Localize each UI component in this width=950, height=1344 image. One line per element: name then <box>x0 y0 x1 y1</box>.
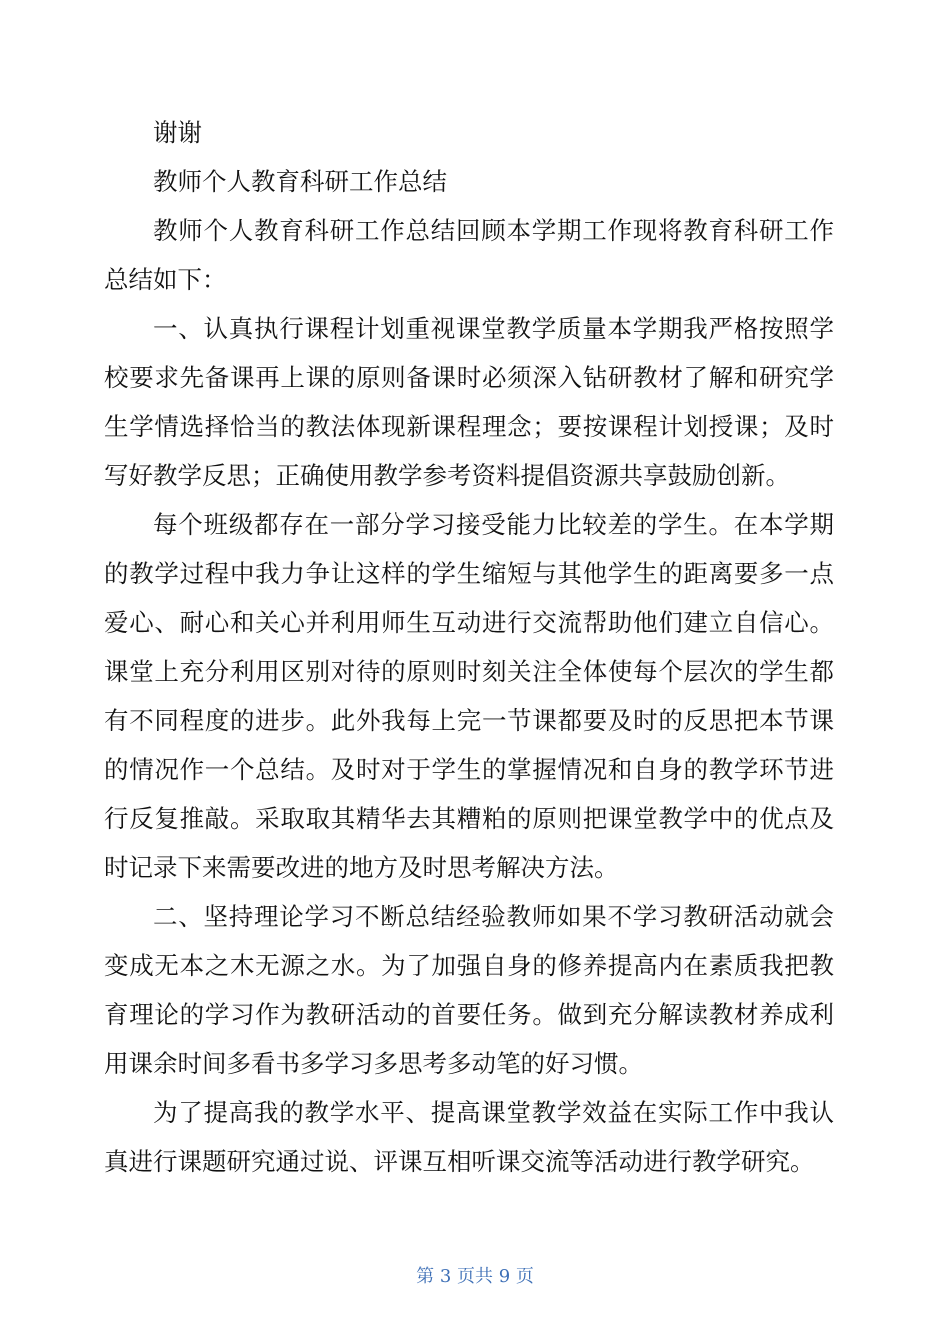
document-body <box>104 108 834 1186</box>
document-title: 教师个人教育科研工作总结 <box>153 167 447 196</box>
paragraph-intro: 教师个人教育科研工作总结回顾本学期工作现将教育科研工作总结如下： <box>104 216 834 294</box>
paragraph-research: 为了提高我的教学水平、提高课堂教学效益在实际工作中我认真进行课题研究通过说、评课互相听课交流等活动进行教学研究。 <box>104 1098 834 1176</box>
closing-thanks: 谢谢 <box>153 118 202 147</box>
paragraph-section-2: 二、坚持理论学习不断总结经验教师如果不学习教研活动就会变成无本之木无源之水。为了加强自身的修养提高内在素质我把教育理论的学习作为教研活动的首要任务。做到充分解读教材养成利用课余时间多看书多学习多思考多动笔的好习惯。 <box>104 902 834 1078</box>
paragraph-section-1: 一、认真执行课程计划重视课堂教学质量本学期我严格按照学校要求先备课再上课的原则备课时必须深入钻研教材了解和研究学生学情选择恰当的教法体现新课程理念；要按课程计划授课；及时写好教学反思；正确使用教学参考资料提倡资源共享鼓励创新。 <box>104 314 834 490</box>
paragraph-students: 每个班级都存在一部分学习接受能力比较差的学生。在本学期的教学过程中我力争让这样的学生缩短与其他学生的距离要多一点爱心、耐心和关心并利用师生互动进行交流帮助他们建立自信心。课堂上充分利用区别对待的原则时刻关注全体使每个层次的学生都有不同程度的进步。此外我每上完一节课都要及时的反思把本节课的情况作一个总结。及时对于学生的掌握情况和自身的教学环节进行反复推敲。采取取其精华去其糟粕的原则把课堂教学中的优点及时记录下来需要改进的地方及时思考解决方法。 <box>104 510 834 882</box>
page-number-footer: 第 3 页共 9 页 <box>416 1266 534 1287</box>
